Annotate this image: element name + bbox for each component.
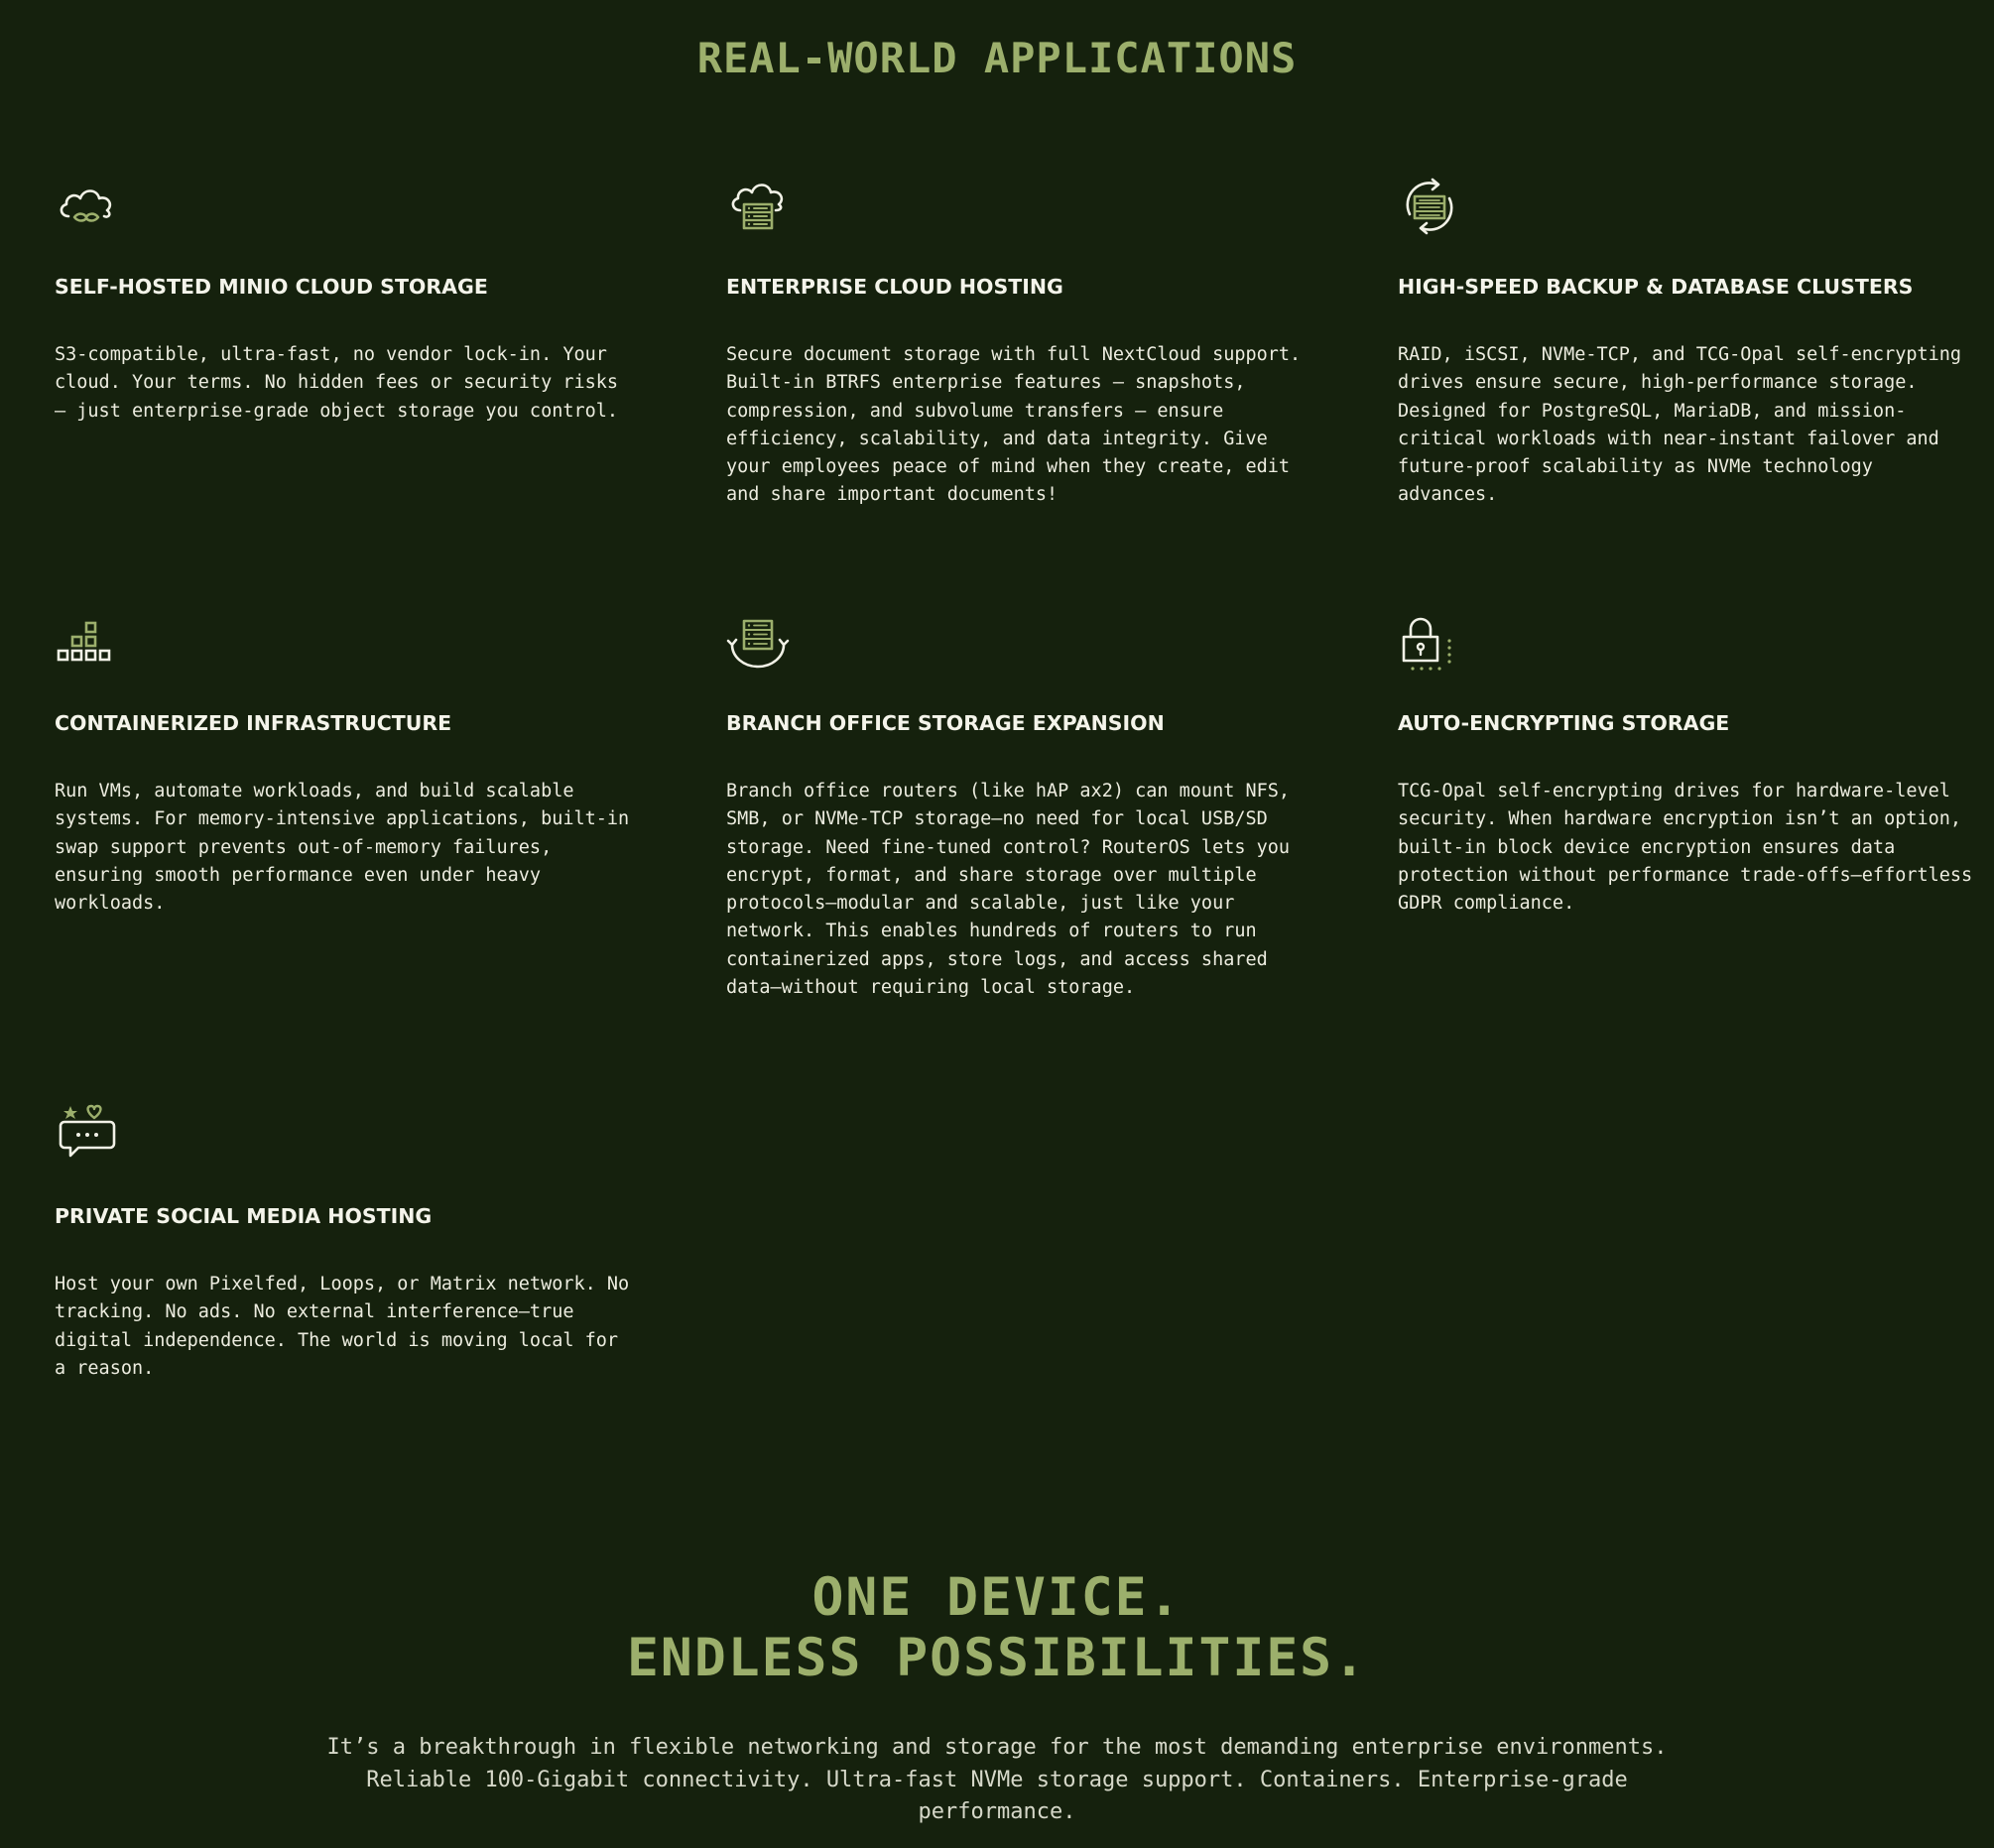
container-blocks-icon [55,611,118,675]
cloud-mustache-icon [55,175,118,238]
card-title: BRANCH OFFICE STORAGE EXPANSION [726,711,1165,735]
card-title: ENTERPRISE CLOUD HOSTING [726,275,1063,299]
application-card-containers [55,611,680,915]
hero-title [0,1567,1994,1688]
card-description: Branch office routers (like hAP ax2) can mount NFS, SMB, or NVMe-TCP storage—no need for local USB/SD storage. Need fine-tuned control? RouterOS lets you encrypt, format, and share storage over multiple protocols—modular and scalable, just like your network. This enables hundreds of routers to run containerized apps, store logs, and access shared data—without requiring local storage. [726,781,1291,999]
application-card-backup [1398,175,1994,506]
hero-description: It’s a breakthrough in flexible networking and storage for the most demanding enterprise environments. Reliable 100-Gigabit connectivity. Ultra-fast NVMe storage support. Containers. Enterprise-grade performance. [326,1735,1668,1824]
card-title: HIGH-SPEED BACKUP & DATABASE CLUSTERS [1398,275,1914,299]
application-card-minio [55,175,680,422]
card-description: RAID, iSCSI, NVMe-TCP, and TCG-Opal self-encrypting drives ensure secure, high-performance storage. Designed for PostgreSQL, MariaDB, and mission- critical workloads with near-instant failover and future-proof scalability as NVMe technology advances. [1398,344,1962,506]
card-description: S3-compatible, ultra-fast, no vendor lock-in. Your cloud. Your terms. No hidden fees or security risks – just enterprise-grade object storage you control. [55,344,619,422]
social-chat-icon [55,1104,118,1168]
padlock-icon [1398,611,1461,675]
card-description: Secure document storage with full NextCloud support. Built-in BTRFS enterprise features – snapshots, compression, and subvolume transfers – ensure efficiency, scalability, and data integrity. Give your employees peace of mind when they create, edit and share important documents! [726,344,1302,506]
sync-server-icon [1398,175,1461,238]
application-card-branch-office [726,611,1351,999]
card-title: CONTAINERIZED INFRASTRUCTURE [55,711,452,735]
application-card-encryption [1398,611,1994,915]
card-title: AUTO-ENCRYPTING STORAGE [1398,711,1730,735]
section-title: REAL-WORLD APPLICATIONS [696,34,1298,82]
server-expand-icon [726,611,790,675]
cloud-server-icon [726,175,790,238]
card-description: Host your own Pixelfed, Loops, or Matrix network. No tracking. No ads. No external interference—true digital independence. The world is moving local for a reason. [55,1274,630,1379]
hero-title-line: ENDLESS POSSIBILITIES. [627,1628,1367,1688]
application-card-social [55,1104,680,1379]
card-title: PRIVATE SOCIAL MEDIA HOSTING [55,1204,433,1228]
card-description: TCG-Opal self-encrypting drives for hardware-level security. When hardware encryption isn’t an option, built-in block device encryption ensures data protection without performance trade-offs—effortless GDPR compliance. [1398,781,1973,915]
card-description: Run VMs, automate workloads, and build scalable systems. For memory-intensive applications, built-in swap support prevents out-of-memory failures, ensuring smooth performance even under heavy workloads. [55,781,630,915]
application-card-cloud-hosting [726,175,1351,506]
hero-title-line: ONE DEVICE. [811,1567,1183,1628]
card-title: SELF-HOSTED MINIO CLOUD STORAGE [55,275,488,299]
